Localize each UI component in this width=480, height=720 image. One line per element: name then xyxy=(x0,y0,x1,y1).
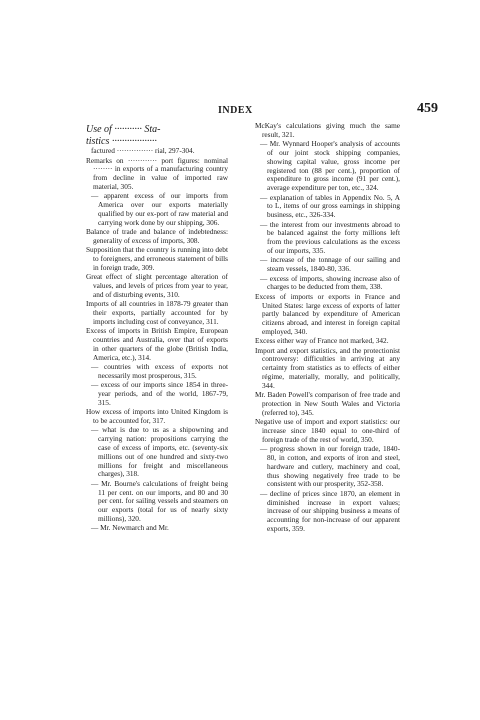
page-header xyxy=(0,101,480,121)
index-entry: Great effect of slight percentage alteration of values, and levels of prices from year to year, and of disturbing events, 310. xyxy=(86,272,228,299)
index-entry: Use of ··········· Sta- xyxy=(86,124,161,135)
index-entry: Balance of trade and balance of indebtedness: generality of excess of imports, 308. xyxy=(86,227,228,245)
index-entry: McKay's calculations giving much the same result, 321. xyxy=(255,121,400,139)
index-entry: — decline of prices since 1870, an element in diminished increase in export values; increase of our shipping business a means of accounting for non-increase of our apparent exports, 359. xyxy=(260,488,400,533)
left-index-column xyxy=(86,124,228,534)
running-head: INDEX xyxy=(218,105,253,116)
index-entry: — Mr. Newmarch and Mr. xyxy=(91,523,169,533)
index-entry: Remarks on ············ port figures: nominal ········ in exports of a manufacturing country from decline in value of imported raw material, 305. xyxy=(86,155,228,191)
index-entry: How excess of imports into United Kingdom is to be accounted for, 317. xyxy=(86,407,228,426)
index-entry: — Mr. Bourne's calculations of freight being 11 per cent. on our imports, and 80 and 30 per cent. for sailing vessels and steamers on our exports (total for us of nearly sixty millions), 320. xyxy=(91,478,228,523)
index-entry: Mr. Baden Powell's comparison of free trade and protection in New South Wales and Victoria (referred to), 345. xyxy=(255,390,400,417)
index-entry: Import and export statistics, and the protectionist controversy: difficulties in arriving at any certainty from statistics as to effects of either régime, materially, morally, and politically, 344. xyxy=(255,345,400,390)
index-entry: — what is due to us as a shipowning and carrying nation: propositions carrying the case of excess of imports, etc. (seventy-six millions out of one hundred and sixty-two millions for freight and miscellaneous charges), 318. xyxy=(91,425,228,479)
index-entry: Excess either way of France not marked, 342. xyxy=(255,336,389,346)
index-entry: Negative use of import and export statistics: our increase since 1840 equal to one-third of foreign trade of the rest of world, 350. xyxy=(255,417,400,444)
index-entry: — the interest from our investments abroad to be balanced against the forty millions left from the previous calculations as the excess of our imports, 335. xyxy=(260,219,400,255)
page-number: 459 xyxy=(417,101,438,116)
index-entry: — increase of the tonnage of our sailing and steam vessels, 1840-80, 336. xyxy=(260,255,400,274)
index-entry: Supposition that the country is running into debt to foreigners, and erroneous statement of bills in foreign trade, 309. xyxy=(86,245,228,272)
index-entry: Excess of imports in British Empire, European countries and Australia, over that of exports in other quarters of the globe (British India, America, etc.), 314. xyxy=(86,326,228,362)
index-entry: — excess of our imports since 1854 in three-year periods, and of the world, 1867-79, 315. xyxy=(91,380,228,407)
index-entry: factured ··············· rial, 297-304. xyxy=(91,146,195,156)
index-entry: tistics ·················· xyxy=(86,135,157,147)
right-index-column xyxy=(255,122,400,534)
index-entry: — countries with excess of exports not necessarily most prosperous, 315. xyxy=(91,362,228,380)
index-entry: — explanation of tables in Appendix No. 5, A to L, items of our gross earnings in shipping business, etc., 326-334. xyxy=(260,192,400,220)
index-entry: — excess of imports, showing increase also of charges to be deducted from them, 338. xyxy=(260,273,400,292)
index-entry: — progress shown in our foreign trade, 1840-80, in cotton, and exports of iron and steel, hardware and cutlery, machinery and coal, thus showing negatively free trade to be consistent with our prosperity, 352-358. xyxy=(260,444,400,489)
index-entry: — Mr. Wynnard Hooper's analysis of accounts of our joint stock shipping companies, showing capital value, gross income per registered ton (88 per cent.), proportion of expenditure to gross income (91 per cent.), average expenditure per ton, etc., 324. xyxy=(260,139,400,193)
index-entry: — apparent excess of our imports from America over our exports materially qualified by our ex-port of raw material and carrying work done by our shipping, 306. xyxy=(91,191,228,227)
index-entry: Imports of all countries in 1878-79 greater than their exports, partially accounted for by imports including cost of conveyance, 311. xyxy=(86,299,228,326)
index-entry: Excess of imports or exports in France and United States: large excess of exports of latter partly balanced by expenditure of American citizens abroad, and interest in foreign capital employed, 340. xyxy=(255,291,400,336)
